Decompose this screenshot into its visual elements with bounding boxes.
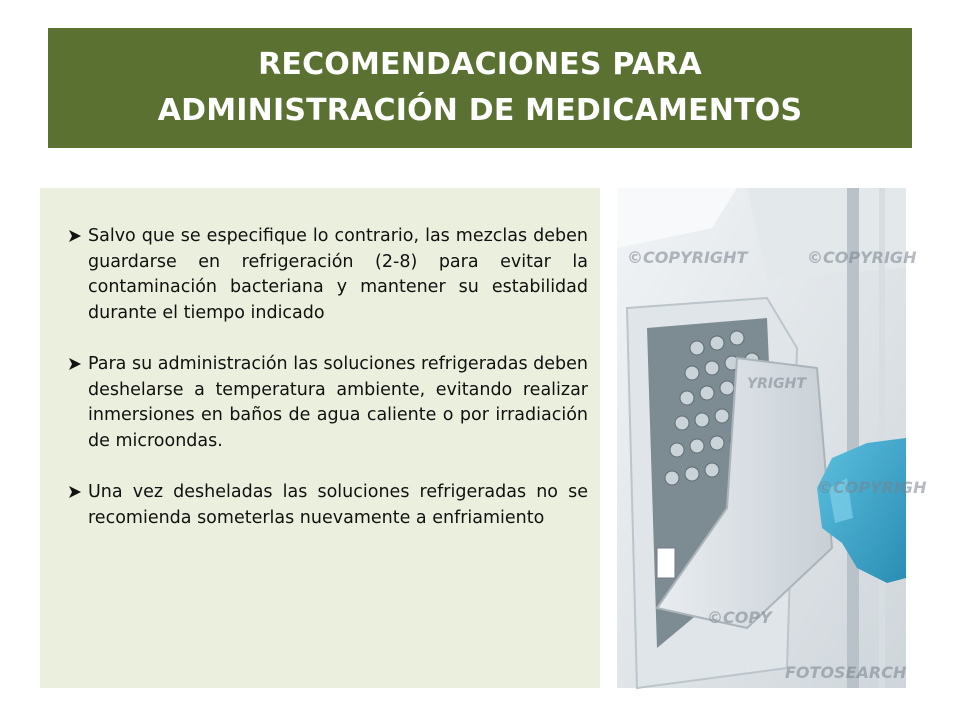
bullet-list <box>68 224 588 531</box>
watermark-text: YRIGHT <box>747 376 806 392</box>
bullet-text: Una vez desheladas las soluciones refrigeradas no se recomienda someterlas nuevamente a enfriamiento <box>88 482 588 528</box>
bullet-item <box>68 224 588 326</box>
watermark-text: ©COPY <box>707 608 772 627</box>
watermark-text: ©COPYRIGHT <box>627 248 748 267</box>
bullet-item <box>68 352 588 454</box>
content-box <box>40 188 600 688</box>
refrigerator-photo <box>617 188 927 688</box>
arrow-bullet-icon <box>68 229 82 243</box>
arrow-bullet-icon <box>68 357 82 371</box>
bullet-item <box>68 480 588 531</box>
watermark-brand: FOTOSEARCH <box>785 663 907 682</box>
bullet-text: Para su administración las soluciones refrigeradas deben deshelarse a temperatura ambiente, evitando realizar inmersiones en baños de agua caliente o por irradiación de microondas. <box>88 354 588 451</box>
title-bar <box>48 28 912 148</box>
title-line-2: ADMINISTRACIÓN DE MEDICAMENTOS <box>157 93 803 128</box>
refrigerator-photo-illustration <box>617 188 927 688</box>
slide-title <box>158 42 803 134</box>
watermark-text: ©COPYRIGH <box>807 248 917 267</box>
watermark-text: ©COPYRIGH <box>817 478 927 497</box>
title-line-1: RECOMENDACIONES PARA <box>258 47 702 82</box>
bullet-text: Salvo que se especifique lo contrario, las mezclas deben guardarse en refrigeración (2-8) para evitar la contaminación bacteriana y mantener su estabilidad durante el tiempo indicado <box>88 226 588 323</box>
arrow-bullet-icon <box>68 485 82 499</box>
